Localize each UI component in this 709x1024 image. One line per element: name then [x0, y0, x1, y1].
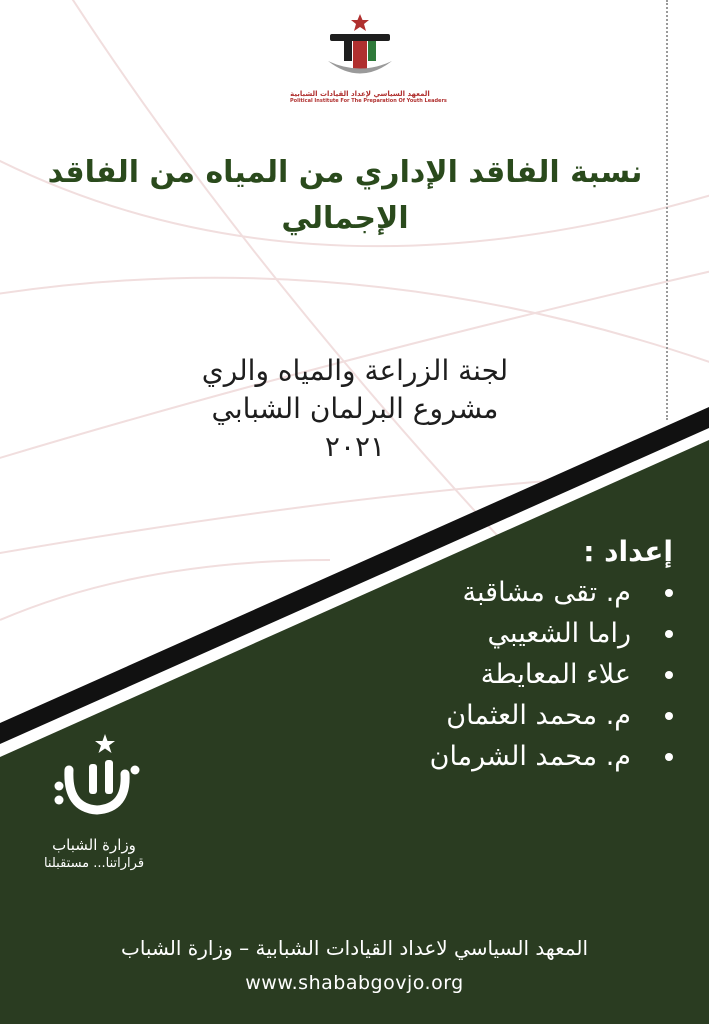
- ministry-name: وزارة الشباب: [52, 836, 136, 854]
- institute-logo: [290, 14, 447, 104]
- bullet-icon: [665, 712, 673, 720]
- website-url[interactable]: www.shababgovjo.org: [245, 972, 464, 994]
- committee-name: لجنة الزراعة والمياه والري: [201, 354, 509, 387]
- institute-name-english: Political Institute For The Preparation Of Youth Leaders: [290, 98, 447, 104]
- author-item: [430, 736, 673, 777]
- author-name: م. تقى مشاقبة: [462, 577, 631, 608]
- author-item: [430, 695, 673, 736]
- ministry-slogan: قراراتنا... مستقبلنا: [43, 856, 145, 871]
- preparation-heading: إعداد :: [583, 535, 673, 568]
- preparation-section: [430, 535, 673, 777]
- bullet-icon: [665, 589, 673, 597]
- author-name: م. محمد العثمان: [446, 700, 631, 731]
- page-title: نسبة الفاقد الإداري من المياه من الفاقد الإجمالي: [47, 155, 643, 236]
- bullet-icon: [665, 671, 673, 679]
- institute-emblem-icon: [320, 14, 400, 84]
- bullet-icon: [665, 753, 673, 761]
- ministry-emblem-icon: [39, 730, 149, 826]
- author-item: [430, 572, 673, 613]
- vertical-dotted-line: [666, 0, 668, 420]
- project-name: مشروع البرلمان الشبابي: [211, 392, 499, 425]
- author-item: [430, 613, 673, 654]
- ministry-logo: [24, 730, 164, 871]
- author-name: م. محمد الشرمان: [429, 741, 631, 772]
- bullet-icon: [665, 630, 673, 638]
- author-name: علاء المعايطة: [480, 659, 631, 690]
- committee-block: [170, 352, 540, 466]
- institute-name-arabic: المعهد السياسي لإعداد القيادات الشبابية: [290, 90, 430, 98]
- footer-text: المعهد السياسي لاعداد القيادات الشبابية – وزارة الشباب: [120, 936, 589, 960]
- author-item: [430, 654, 673, 695]
- authors-list: [430, 572, 673, 777]
- year: ٢٠٢١: [324, 430, 386, 463]
- author-name: راما الشعيبي: [487, 618, 631, 649]
